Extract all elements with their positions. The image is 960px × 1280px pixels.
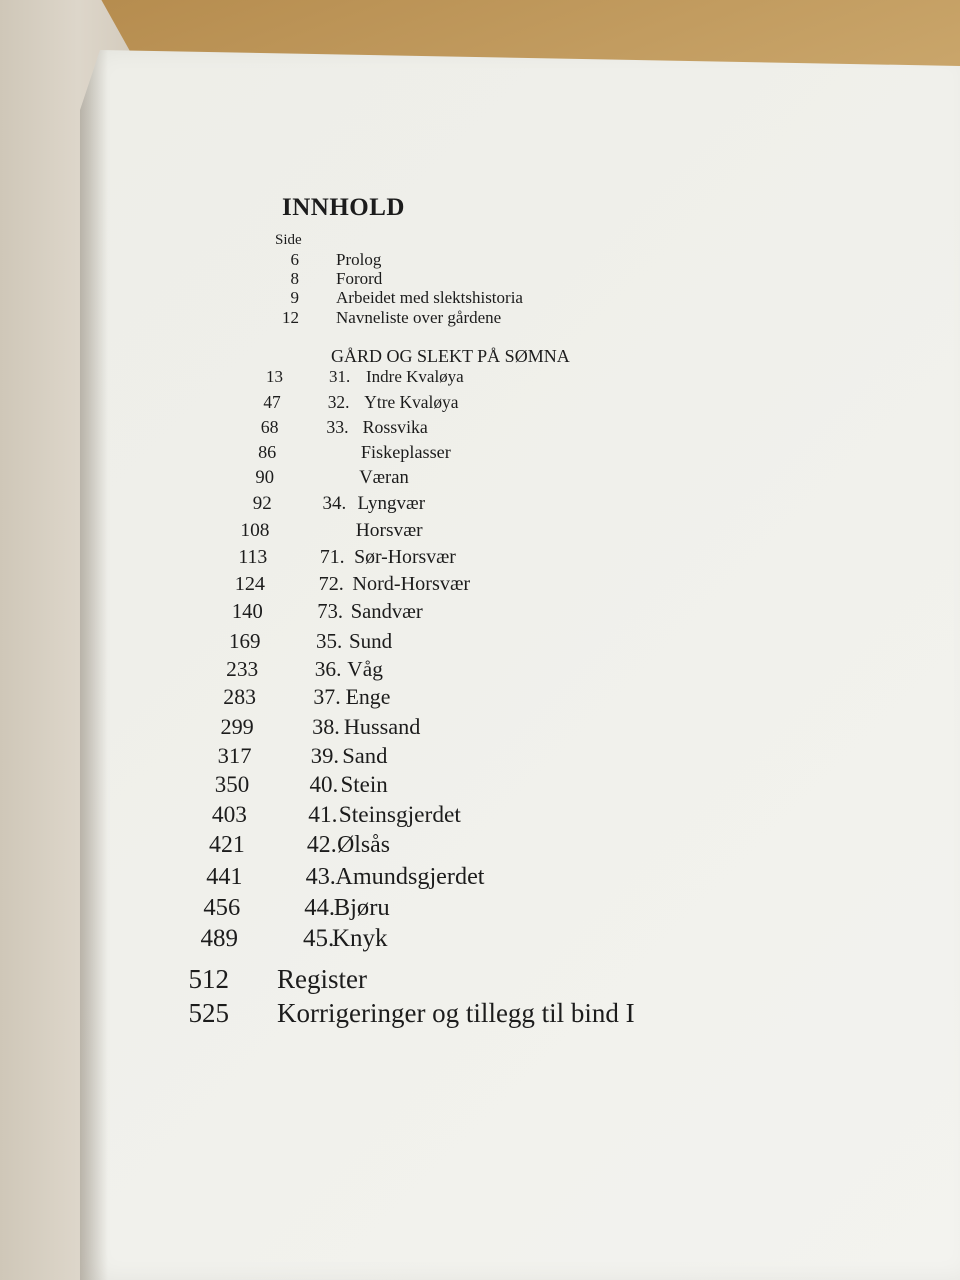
side-label: Side: [275, 232, 302, 248]
intro-title: Prolog: [336, 250, 382, 269]
farm-number: 40.: [309, 772, 339, 798]
farm-page-number: 113: [238, 546, 268, 569]
farm-number: 44.: [304, 893, 336, 921]
farm-name: Stein: [340, 772, 388, 798]
farm-number: 36.: [314, 656, 342, 681]
end-title: Korrigeringer og tillegg til bind I: [277, 998, 635, 1028]
farm-page-number: 13: [266, 367, 283, 386]
farm-page-number: 350: [214, 772, 250, 798]
farm-page-number: 90: [255, 467, 274, 489]
farm-number: 38.: [312, 713, 340, 739]
farm-name: Sand: [342, 742, 388, 768]
farm-number: 43.: [305, 862, 336, 890]
farm-page-number: 92: [252, 493, 272, 515]
intro-page-number: 8: [290, 269, 299, 288]
farm-page-number: 421: [209, 832, 245, 859]
farm-number: 37.: [313, 685, 341, 709]
end-page-number: 512: [188, 964, 229, 994]
farm-name: Enge: [345, 685, 391, 709]
farm-name: Fiskeplasser: [360, 441, 451, 462]
farm-page-number: 68: [260, 416, 279, 437]
farm-name: Våg: [347, 656, 383, 681]
farm-name: Steinsgjerdet: [338, 802, 461, 829]
farm-name: Ytre Kvaløya: [364, 391, 459, 412]
farm-page-number: 299: [220, 713, 254, 739]
farm-name: Nord-Horsvær: [352, 573, 471, 596]
farm-page-number: 140: [231, 600, 263, 623]
farm-page-number: 441: [206, 862, 243, 890]
end-title: Register: [277, 964, 367, 994]
intro-page-number: 9: [290, 288, 299, 307]
farm-number: 39.: [310, 742, 340, 768]
farm-name: Indre Kvaløya: [366, 367, 464, 386]
intro-title: Forord: [336, 269, 383, 288]
farm-page-number: 283: [223, 685, 256, 709]
farm-name: Sund: [349, 628, 393, 653]
farm-name: Sandvær: [350, 600, 423, 623]
farm-name: Lyngvær: [357, 493, 426, 515]
farm-page-number: 403: [211, 802, 247, 829]
farm-page-number: 489: [200, 925, 238, 952]
farm-name: Horsvær: [355, 519, 423, 541]
farm-number: 73.: [317, 600, 344, 623]
farm-number: 33.: [326, 416, 349, 437]
farm-number: 34.: [322, 493, 347, 515]
farm-name: Bjøru: [333, 893, 390, 921]
farm-page-number: 47: [263, 391, 281, 412]
farm-page-number: 456: [203, 893, 241, 921]
farm-number: 35.: [316, 628, 343, 653]
intro-title: Arbeidet med slektshistoria: [336, 288, 523, 307]
farm-name: Rossvika: [362, 416, 428, 437]
farm-name: Ølsås: [337, 832, 390, 859]
farm-name: Hussand: [343, 713, 421, 739]
intro-title: Navneliste over gårdene: [336, 308, 502, 327]
farm-number: 31.: [329, 367, 351, 386]
farm-number: 72.: [318, 573, 344, 596]
end-page-number: 525: [188, 998, 229, 1028]
farm-number: 41.: [308, 802, 338, 829]
farm-number: 45.: [303, 925, 335, 952]
farm-number: 71.: [319, 546, 345, 569]
farm-page-number: 108: [240, 519, 270, 541]
section-heading: GÅRD OG SLEKT PÅ SØMNA: [331, 346, 570, 366]
intro-page-number: 12: [282, 308, 299, 327]
farm-page-number: 86: [258, 441, 277, 462]
farm-page-number: 233: [226, 656, 259, 681]
farm-number: 42.: [306, 832, 337, 859]
farm-name: Sør-Horsvær: [354, 546, 456, 569]
farm-page-number: 124: [234, 573, 265, 596]
toc-title: INNHOLD: [282, 194, 405, 221]
intro-page-number: 6: [290, 250, 299, 269]
farm-page-number: 317: [217, 742, 252, 768]
farm-name: Knyk: [332, 925, 388, 952]
farm-name: Væran: [359, 467, 409, 489]
farm-name: Amundsgjerdet: [335, 862, 485, 890]
farm-number: 32.: [327, 391, 350, 412]
farm-page-number: 169: [229, 628, 261, 653]
